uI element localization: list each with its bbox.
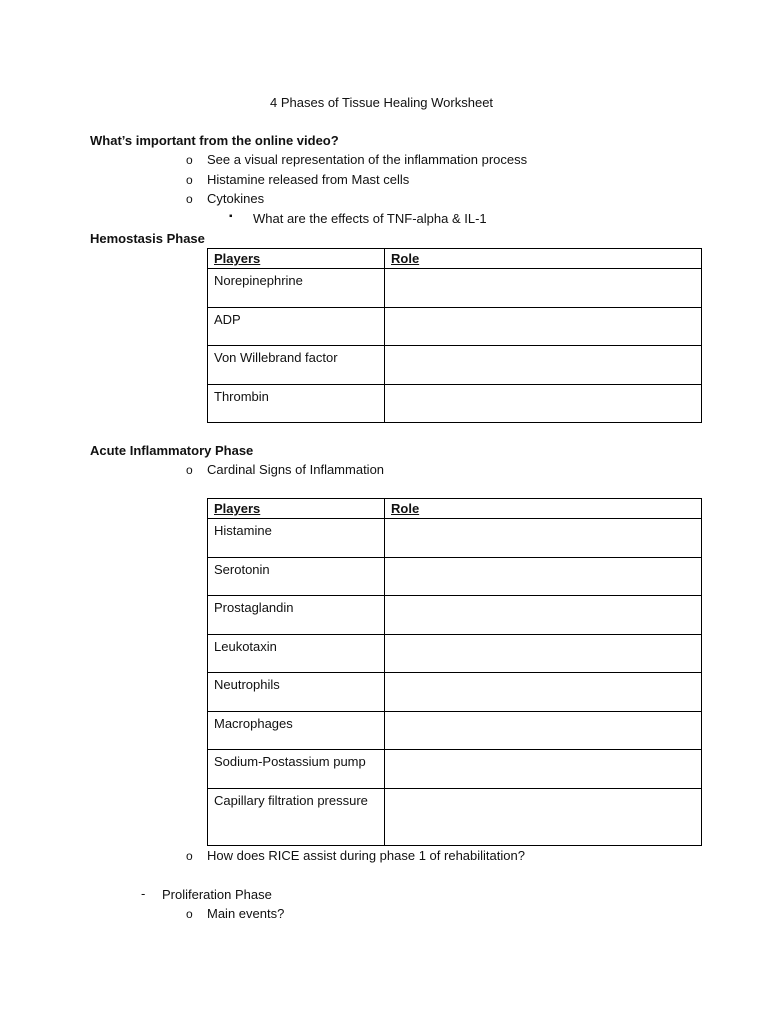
players-column-header: Players: [208, 249, 385, 269]
player-cell: Prostaglandin: [208, 596, 385, 635]
video-bullet-text: Cytokines: [207, 191, 265, 206]
players-column-header: Players: [208, 499, 385, 519]
bullet-circle-marker: o: [186, 849, 193, 863]
bullet-square-marker: ▪: [229, 211, 233, 222]
role-cell[interactable]: [385, 673, 702, 712]
player-cell: Capillary filtration pressure: [208, 789, 385, 846]
acute-bullet-text: Cardinal Signs of Inflammation: [207, 462, 385, 477]
table-header-row: [208, 249, 702, 269]
role-cell[interactable]: [385, 308, 702, 346]
video-sub-bullet-text: What are the effects of TNF-alpha & IL-1: [253, 211, 487, 226]
video-section-heading: What’s important from the online video?: [90, 133, 339, 148]
player-cell: Von Willebrand factor: [208, 346, 385, 385]
role-cell[interactable]: [385, 385, 702, 423]
bullet-circle-marker: o: [186, 907, 193, 921]
acute-table: [207, 498, 702, 846]
bullet-circle-marker: o: [186, 463, 193, 477]
role-cell[interactable]: [385, 596, 702, 635]
player-cell: Thrombin: [208, 385, 385, 423]
acute-phase-heading: Acute Inflammatory Phase: [90, 443, 254, 458]
proliferation-heading: Proliferation Phase: [162, 887, 272, 902]
role-cell[interactable]: [385, 558, 702, 596]
rice-question-text: How does RICE assist during phase 1 of rehabilitation?: [207, 848, 525, 863]
video-bullet-text: Histamine released from Mast cells: [207, 172, 410, 187]
role-cell[interactable]: [385, 789, 702, 846]
table-row: [208, 712, 702, 750]
table-row: [208, 673, 702, 712]
player-cell: Neutrophils: [208, 673, 385, 712]
table-header-row: [208, 499, 702, 519]
table-row: [208, 750, 702, 789]
table-row: [208, 558, 702, 596]
table-row: [208, 385, 702, 423]
table-row: [208, 269, 702, 308]
player-cell: Macrophages: [208, 712, 385, 750]
player-cell: Histamine: [208, 519, 385, 558]
dash-marker: -: [141, 886, 146, 901]
worksheet-title: 4 Phases of Tissue Healing Worksheet: [270, 95, 494, 110]
player-cell: Serotonin: [208, 558, 385, 596]
bullet-circle-marker: o: [186, 192, 193, 206]
player-cell: ADP: [208, 308, 385, 346]
bullet-circle-marker: o: [186, 153, 193, 167]
table-row: [208, 308, 702, 346]
player-cell: Norepinephrine: [208, 269, 385, 308]
role-cell[interactable]: [385, 712, 702, 750]
table-row: [208, 596, 702, 635]
role-cell[interactable]: [385, 269, 702, 308]
role-column-header: Role: [385, 249, 702, 269]
video-bullet-text: See a visual representation of the inflammation process: [207, 152, 528, 167]
table-row: [208, 519, 702, 558]
bullet-circle-marker: o: [186, 173, 193, 187]
proliferation-bullet-text: Main events?: [207, 906, 285, 921]
role-cell[interactable]: [385, 635, 702, 673]
table-row: [208, 346, 702, 385]
table-row: [208, 635, 702, 673]
role-cell[interactable]: [385, 346, 702, 385]
player-cell: Sodium-Postassium pump: [208, 750, 385, 789]
role-cell[interactable]: [385, 750, 702, 789]
role-cell[interactable]: [385, 519, 702, 558]
hemostasis-heading: Hemostasis Phase: [90, 231, 205, 246]
player-cell: Leukotaxin: [208, 635, 385, 673]
hemostasis-table: [207, 248, 702, 423]
role-column-header: Role: [385, 499, 702, 519]
table-row: [208, 789, 702, 846]
